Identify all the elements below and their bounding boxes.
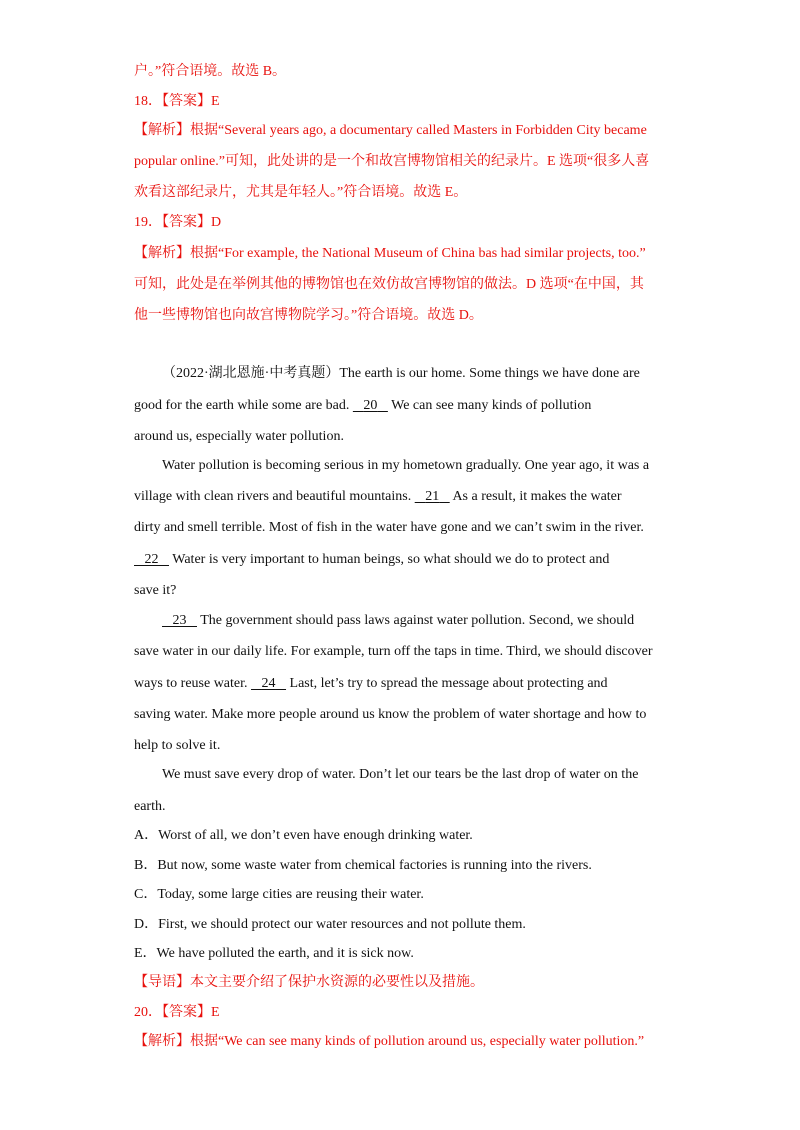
passage-p1-line-2 [134,396,591,416]
blank-23: 23 [172,613,187,628]
passage-p3-line-3 [134,674,608,694]
passage-p2-line-1: Water pollution is becoming serious in my hometown gradually. One year ago, it was a [162,458,650,473]
passage-p3-line-2: save water in our daily life. For example, turn off the taps in time. Third, we should discover [134,644,653,659]
blank-21: 21 [425,489,440,504]
passage-p3-line-5: help to solve it. [134,738,221,753]
q18-analysis-line-2: popular online.”可知，此处讲的是一个和故宫博物馆相关的纪录片。E 选项“很多人喜 [134,154,650,169]
option-c: C．Today, some large cities are reusing their water. [134,887,424,902]
passage-text: village with clean rivers and beautiful mountains. [134,489,412,504]
passage-p4-line-2: earth. [134,799,166,814]
q19-analysis-line-3: 他一些博物馆也向故宫博物院学习。”符合语境。故选 D。 [134,308,483,323]
q18-answer: 18．【答案】E [134,94,220,109]
passage-p2-line-2 [134,487,622,507]
q18-analysis-line-3: 欢看这部纪录片，尤其是年轻人。”符合语境。故选 E。 [134,185,468,200]
passage-text: Water is very important to human beings, so what should we do to protect and [172,552,610,567]
passage-p2-line-5: save it? [134,583,177,598]
option-e: E．We have polluted the earth, and it is sick now. [134,946,414,961]
passage-text: good for the earth while some are bad. [134,398,350,413]
passage-p2-line-4 [134,550,609,570]
option-a: A．Worst of all, we don’t even have enough drinking water. [134,828,473,843]
q19-analysis-line-2: 可知，此处是在举例其他的博物馆也在效仿故宫博物馆的做法。D 选项“在中国，其 [134,277,644,292]
blank-20: 20 [363,398,378,413]
passage-p2-line-3: dirty and smell terrible. Most of fish in the water have gone and we can’t swim in the river. [134,520,644,535]
q20-answer: 20．【答案】E [134,1005,220,1020]
blank-24: 24 [261,676,276,691]
passage-text: ways to reuse water. [134,676,248,691]
blank-22: 22 [144,552,159,567]
passage-p1-line-3: around us, especially water pollution. [134,429,344,444]
option-b: B．But now, some waste water from chemical factories is running into the rivers. [134,858,592,873]
passage-text: We can see many kinds of pollution [391,398,592,413]
option-d: D．First, we should protect our water resources and not pollute them. [134,917,526,932]
guide-text: 【导语】本文主要介绍了保护水资源的必要性以及措施。 [134,975,484,990]
q18-analysis-line-1: 【解析】根据“Several years ago, a documentary called Masters in Forbidden City became [134,123,647,138]
passage-p4-line-1: We must save every drop of water. Don’t let our tears be the last drop of water on the [162,767,639,782]
previous-analysis-end: 户。”符合语境。故选 B。 [134,64,287,79]
passage-text: Last, let’s try to spread the message about protecting and [289,676,608,691]
q19-analysis-line-1: 【解析】根据“For example, the National Museum of China bas had similar projects, too.” [134,246,646,261]
q20-analysis-line-1: 【解析】根据“We can see many kinds of pollution around us, especially water pollution.” [134,1034,645,1049]
passage-text: The government should pass laws against water pollution. Second, we should [200,613,635,628]
passage-p3-line-4: saving water. Make more people around us know the problem of water shortage and how to [134,707,647,722]
passage-p1-line-1: （2022·湖北恩施·中考真题）The earth is our home. Some things we have done are [162,366,640,381]
passage-p3-line-1 [162,611,634,631]
passage-text: As a result, it makes the water [452,489,622,504]
q19-answer: 19．【答案】D [134,215,222,230]
